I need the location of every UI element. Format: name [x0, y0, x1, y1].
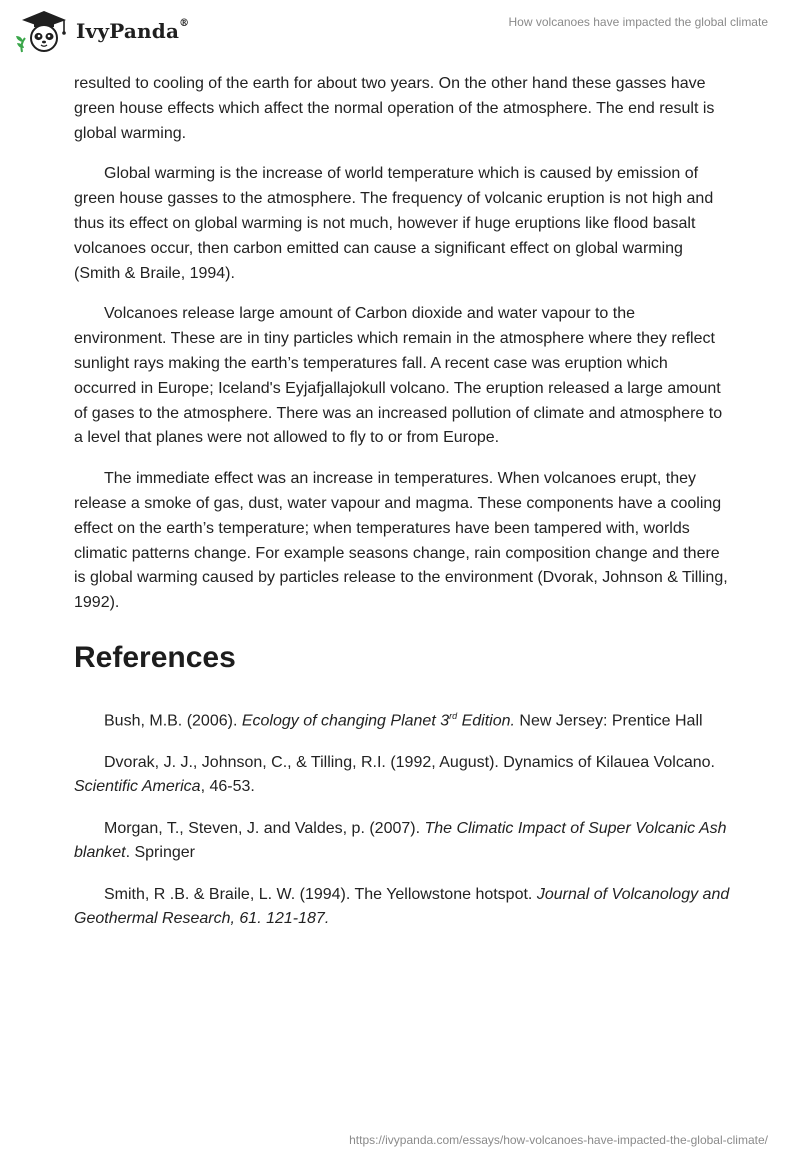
reference-dvorak: Dvorak, J. J., Johnson, C., & Tilling, R.I. (1992, August). Dynamics of Kilauea Volcano. Scientific America, 46-53.	[74, 754, 715, 796]
paragraph-global-warming: Global warming is the increase of world temperature which is caused by emission of green house gasses to the atmosphere. The frequency of volcanic eruption is not high and thus its effect on global warming is not much, however if huge eruptions like flood basalt volcanoes occur, then carbon emitted can cause a significant effect on global warming (Smith & Braile, 1994).	[74, 165, 714, 282]
paragraph-volcanic-emissions: Volcanoes release large amount of Carbon dioxide and water vapour to the environment. These are in tiny particles which remain in the atmosphere where they reflect sunlight rays making the earth’s temperatures fall. A recent case was eruption which occurred in Europe; Iceland's Eyjafjallajokull volcano. The eruption released a large amount of gases to the atmosphere. There was an increased pollution of climate and atmosphere to a level that planes were not allowed to fly to or from Europe.	[74, 305, 723, 447]
panda-graduate-icon	[14, 8, 70, 54]
paragraph-immediate-effect: The immediate effect was an increase in temperatures. When volcanoes erupt, they release a smoke of gas, dust, water vapour and magma. These components have a cooling effect on the earth’s temperature; when temperatures have been tampered with, worlds climatic patterns change. For example seasons change, rain composition change and there is global warming caused by particles release to the environment (Dvorak, Johnson & Tilling, 1992).	[74, 470, 728, 612]
document-title: How volcanoes have impacted the global climate	[508, 15, 768, 29]
references-heading: References	[74, 640, 236, 674]
reference-smith: Smith, R .B. & Braile, L. W. (1994). The Yellowstone hotspot. Journal of Volcanology and Geothermal Research, 61. 121-187.	[74, 886, 730, 928]
paragraph-continued: resulted to cooling of the earth for about two years. On the other hand these gasses have green house effects which affect the normal operation of the atmosphere. The end result is global warming.	[74, 75, 715, 142]
brand-name: IvyPanda®	[76, 18, 190, 43]
ivypanda-logo[interactable]	[14, 8, 189, 54]
page-header	[0, 0, 800, 70]
reference-morgan: Morgan, T., Steven, J. and Valdes, p. (2007). The Climatic Impact of Super Volcanic Ash blanket. Springer	[74, 820, 727, 862]
reference-bush: Bush, M.B. (2006). Ecology of changing Planet 3rd Edition. New Jersey: Prentice Hall	[104, 710, 703, 730]
essay-body	[74, 72, 730, 949]
source-url-link[interactable]: https://ivypanda.com/essays/how-volcanoes-have-impacted-the-global-climate/	[349, 1133, 768, 1147]
